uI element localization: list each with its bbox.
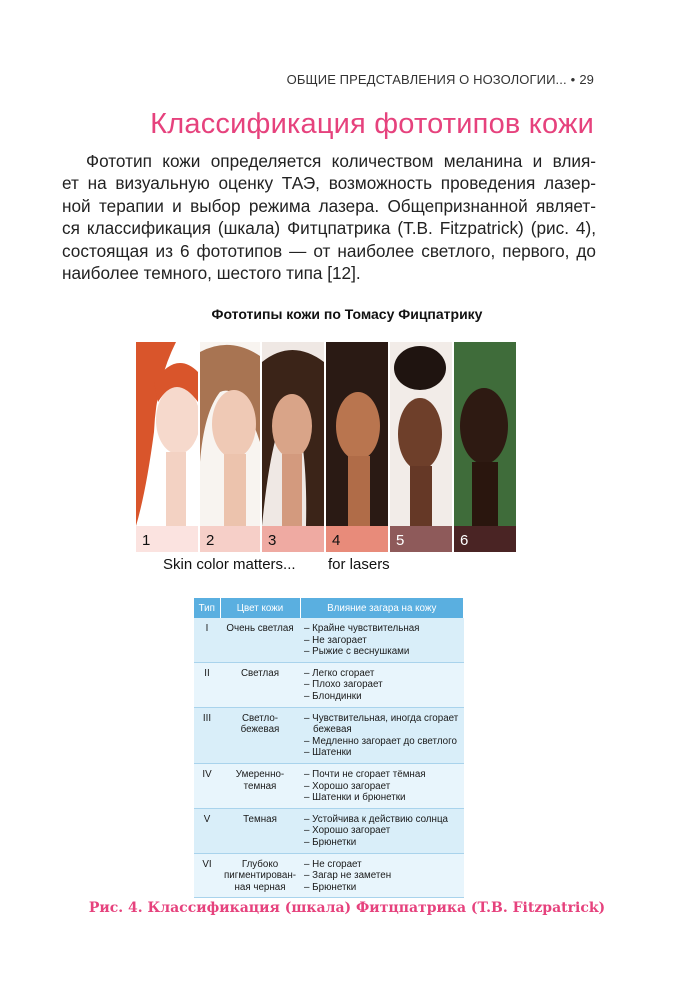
table-row bbox=[194, 618, 464, 662]
swatch-type-4 bbox=[326, 526, 388, 552]
table-row bbox=[194, 853, 464, 898]
swatch-label: 1 bbox=[142, 532, 151, 549]
swatch-label: 5 bbox=[396, 532, 405, 549]
cell-effect bbox=[300, 763, 463, 808]
cell-effect bbox=[300, 618, 463, 662]
effect-item: – Не сгорает bbox=[304, 858, 362, 870]
paragraph-line: ной терапии и выбор режима лазера. Общепризнанной являет- bbox=[62, 195, 596, 216]
effect-item: – Загар не заметен bbox=[304, 870, 392, 882]
cell-color: Светлая bbox=[220, 662, 300, 707]
face-portrait-type-4 bbox=[326, 342, 388, 526]
effect-item: – Крайне чувствительная bbox=[304, 623, 420, 634]
table-row bbox=[194, 707, 464, 763]
column-header-effect: Влияние загара на кожу bbox=[300, 598, 463, 618]
body-paragraph bbox=[62, 150, 596, 284]
effect-item: – Хорошо загорает bbox=[304, 780, 391, 792]
effect-item: – Шатенки bbox=[304, 747, 352, 759]
effect-item: – Чувствительная, иногда сгорает bbox=[304, 712, 459, 724]
face-portrait-type-1 bbox=[136, 342, 198, 526]
table-row bbox=[194, 763, 464, 808]
effect-item: – Блондинки bbox=[304, 690, 362, 702]
effect-item: бежевая bbox=[313, 724, 352, 736]
effect-item: – Шатенки и брюнетки bbox=[304, 792, 406, 804]
cell-color: Темная bbox=[220, 808, 300, 853]
running-separator: • bbox=[570, 72, 576, 87]
effect-item: – Плохо загорает bbox=[304, 679, 383, 691]
face-portrait-type-2 bbox=[200, 342, 260, 526]
cell-effect bbox=[300, 808, 463, 853]
swatch-type-1 bbox=[136, 526, 198, 552]
section-title: Классификация фототипов кожи bbox=[150, 108, 594, 140]
cell-color: Светло-бежевая bbox=[220, 707, 300, 763]
effect-item: – Хорошо загорает bbox=[304, 825, 391, 837]
swatch-type-5 bbox=[390, 526, 452, 552]
cell-type: V bbox=[194, 808, 220, 853]
effect-item: – Почти не сгорает тёмная bbox=[304, 768, 426, 780]
cell-type: III bbox=[194, 707, 220, 763]
effect-item: – Не загорает bbox=[304, 634, 367, 646]
figure-caption-left: Skin color matters... bbox=[163, 556, 296, 573]
figure-title: Фототипы кожи по Томасу Фицпатрику bbox=[211, 306, 483, 322]
swatch-type-3 bbox=[262, 526, 324, 552]
paragraph-line: Фототип кожи определяется количеством меланина и влия- bbox=[86, 151, 596, 171]
cell-color: Умеренно-темная bbox=[220, 763, 300, 808]
effect-item: – Брюнетки bbox=[304, 836, 357, 848]
cell-effect bbox=[300, 707, 463, 763]
running-title: ОБЩИЕ ПРЕДСТАВЛЕНИЯ О НОЗОЛОГИИ... bbox=[286, 72, 567, 87]
cell-type: II bbox=[194, 662, 220, 707]
face-portrait-type-3 bbox=[262, 342, 324, 526]
cell-color: Очень светлая bbox=[220, 618, 300, 662]
face-portrait-type-6 bbox=[454, 342, 516, 526]
swatch-label: 2 bbox=[206, 532, 215, 549]
table-row bbox=[194, 662, 464, 707]
paragraph-line: ся классификация (шкала) Фитцпатрика (T.B. Fitzpatrick) (рис. 4), bbox=[62, 218, 596, 239]
paragraph-line: состоящая из 6 фототипов — от наиболее светлого, первого, до bbox=[62, 240, 596, 261]
paragraph-line: наиболее темного, шестого типа [12]. bbox=[62, 263, 361, 284]
cell-type: IV bbox=[194, 763, 220, 808]
swatch-label: 3 bbox=[268, 532, 277, 549]
paragraph-line: ет на визуальную оценку ТАЭ, возможность проведения лазер- bbox=[62, 173, 596, 194]
skin-type-table bbox=[194, 598, 464, 898]
swatch-type-2 bbox=[200, 526, 260, 552]
effect-item: – Устойчива к действию солнца bbox=[304, 813, 448, 825]
table-header-row bbox=[194, 598, 464, 618]
page-number: 29 bbox=[579, 72, 594, 87]
effect-item: – Брюнетки bbox=[304, 881, 357, 893]
column-header-type: Тип bbox=[194, 598, 220, 618]
face-portrait-type-5 bbox=[390, 342, 452, 526]
running-head bbox=[287, 72, 594, 87]
swatch-label: 4 bbox=[332, 532, 341, 549]
cell-effect bbox=[300, 853, 463, 898]
figure-caption: Рис. 4. Классификация (шкала) Фитцпатрика (T.B. Fitzpatrick) bbox=[88, 900, 606, 916]
column-header-color: Цвет кожи bbox=[220, 598, 300, 618]
swatch-label: 6 bbox=[460, 532, 469, 549]
table-row bbox=[194, 808, 464, 853]
effect-item: – Рыжие с веснушками bbox=[304, 646, 410, 658]
cell-type: I bbox=[194, 618, 220, 662]
effect-item: – Легко сгорает bbox=[304, 667, 375, 679]
swatch-type-6 bbox=[454, 526, 516, 552]
effect-item: – Медленно загорает до светлого bbox=[304, 735, 457, 747]
figure-caption-right: for lasers bbox=[328, 556, 390, 573]
cell-color: Глубоко пигментирован-ная черная bbox=[220, 853, 300, 898]
cell-effect bbox=[300, 662, 463, 707]
skin-types-figure bbox=[136, 342, 516, 554]
cell-type: VI bbox=[194, 853, 220, 898]
